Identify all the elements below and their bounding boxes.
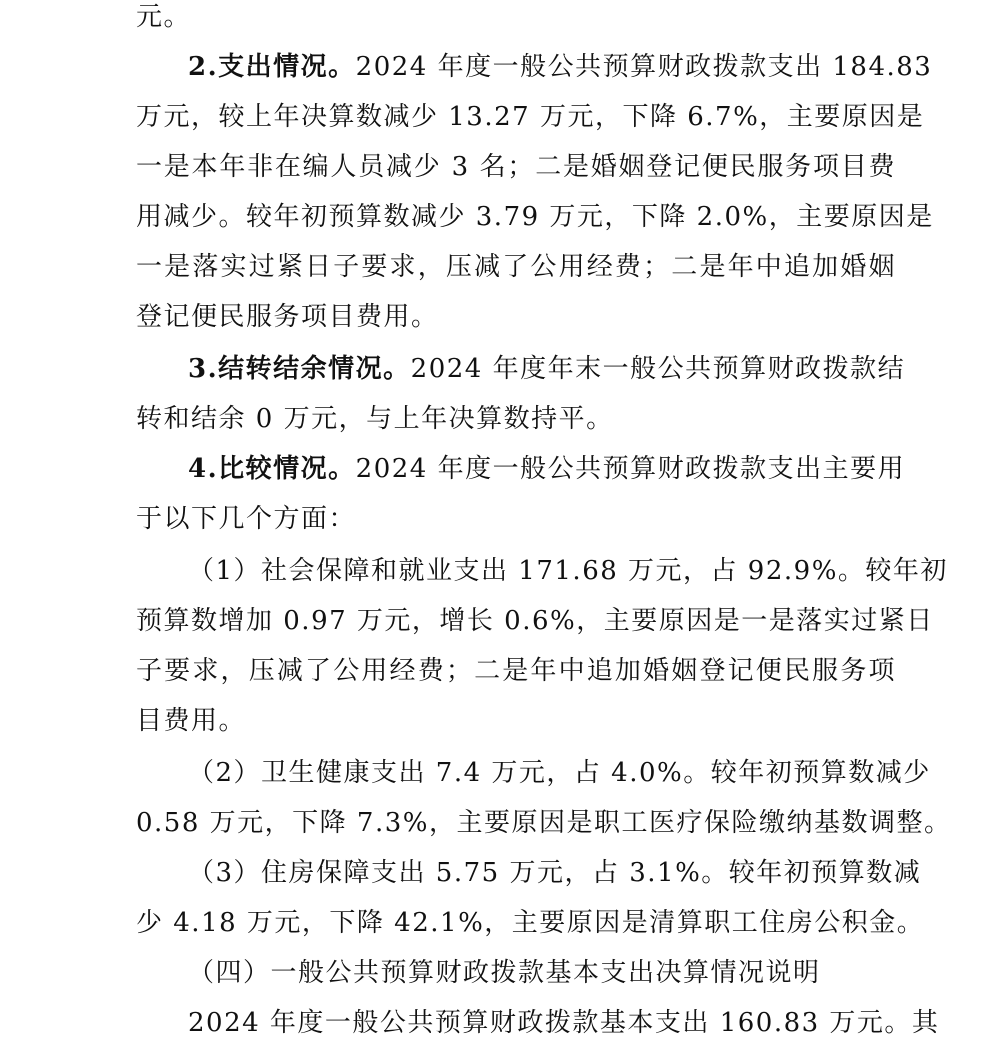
paragraph-line: 预算数增加 0.97 万元，增长 0.6%，主要原因是一是落实过紧日 <box>136 606 934 636</box>
section-3-heading-line <box>188 352 906 386</box>
paragraph-line: 2024 年度一般公共预算财政拨款基本支出 160.83 万元。其 <box>188 1008 940 1038</box>
paragraph-line: 转和结余 0 万元，与上年决算数持平。 <box>136 404 614 434</box>
paragraph-line: 少 4.18 万元，下降 42.1%，主要原因是清算职工住房公积金。 <box>136 908 925 938</box>
paragraph-line: 万元，较上年决算数减少 13.27 万元，下降 6.7%，主要原因是 <box>136 102 925 132</box>
paragraph-text: 2024 年度年末一般公共预算财政拨款结 <box>410 354 906 384</box>
section-2-heading-line <box>188 50 933 84</box>
paragraph-line: 子要求，压减了公用经费；二是年中追加婚姻登记便民服务项 <box>136 656 896 686</box>
section-2-heading: 2.支出情况。 <box>188 52 356 82</box>
paragraph-line: 用减少。较年初预算数减少 3.79 万元，下降 2.0%，主要原因是 <box>136 202 934 232</box>
paragraph-line: 登记便民服务项目费用。 <box>136 302 439 332</box>
paragraph-line: （3）住房保障支出 5.75 万元，占 3.1%。较年初预算数减 <box>188 858 922 888</box>
paragraph-line: 元。 <box>136 2 192 32</box>
paragraph-line: 0.58 万元，下降 7.3%，主要原因是职工医疗保险缴纳基数调整。 <box>136 808 952 838</box>
paragraph-line: 一是落实过紧日子要求，压减了公用经费；二是年中追加婚姻 <box>136 252 896 282</box>
paragraph-text: 2024 年度一般公共预算财政拨款支出 184.83 <box>355 52 933 82</box>
section-4-heading: 4.比较情况。 <box>188 454 356 484</box>
paragraph-line: （1）社会保障和就业支出 171.68 万元，占 92.9%。较年初 <box>188 556 948 586</box>
section-4-heading-line <box>188 452 906 486</box>
paragraph-text: 2024 年度一般公共预算财政拨款支出主要用 <box>355 454 906 484</box>
paragraph-line: 目费用。 <box>136 706 247 736</box>
paragraph-line: 一是本年非在编人员减少 3 名；二是婚姻登记便民服务项目费 <box>136 152 896 182</box>
paragraph-line: 于以下几个方面： <box>136 504 357 534</box>
subsection-heading: （四）一般公共预算财政拨款基本支出决算情况说明 <box>188 958 821 988</box>
paragraph-line: （2）卫生健康支出 7.4 万元，占 4.0%。较年初预算数减少 <box>188 758 931 788</box>
section-3-heading: 3.结转结余情况。 <box>188 354 411 384</box>
